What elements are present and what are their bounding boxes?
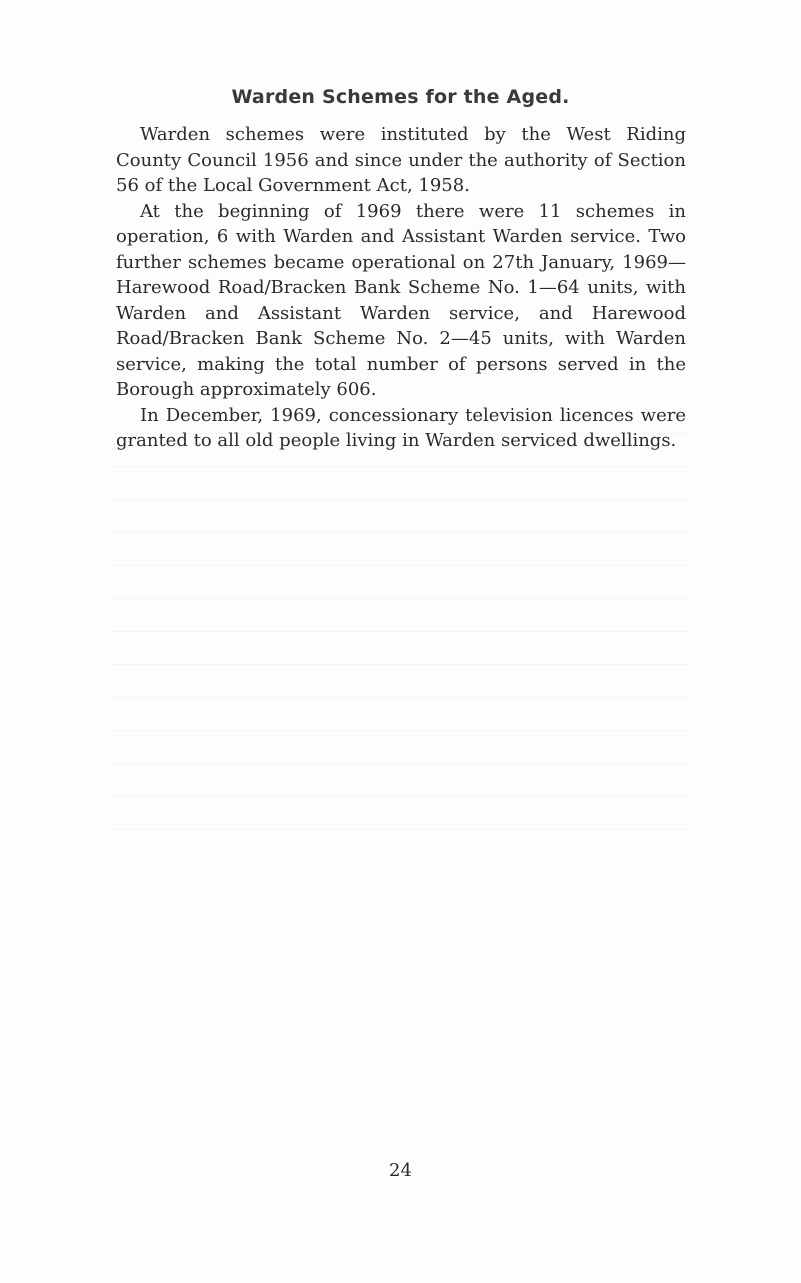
- paragraph-1: Warden schemes were instituted by the West Riding County Council 1956 and since under the authority of Section 56 of the Local Government Act, 1958.: [116, 124, 686, 196]
- body-text: [116, 122, 686, 454]
- paragraph-2: At the beginning of 1969 there were 11 schemes in operation, 6 with Warden and Assistant Warden service. Two further schemes became operational on 27th January, 1969—Harewood Road/Bracken Bank Scheme No. 1—64 units, with Warden and Assistant Warden service, and Harewood Road/Bracken Bank Scheme No. 2—45 units, with Warden service, making the total number of persons served in the Borough approximately 606.: [116, 200, 686, 400]
- show-through-text: [110, 430, 690, 830]
- section-title: Warden Schemes for the Aged.: [231, 86, 570, 108]
- paragraph-3: In December, 1969, concessionary television licences were granted to all old people living in Warden serviced dwellings.: [116, 404, 686, 451]
- page-number: 24: [389, 1160, 412, 1181]
